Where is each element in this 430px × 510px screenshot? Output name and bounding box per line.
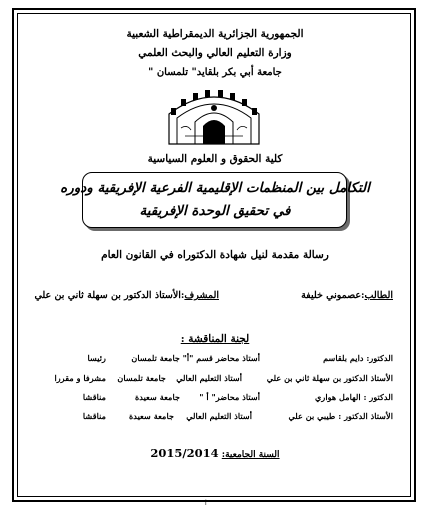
academic-year-label: السنة الجامعية: [221, 450, 280, 460]
ministry-heading: وزارة التعليم العالي والبحث العلمي [138, 47, 292, 59]
member-rank: أستاذ محاضر قسم "أ" [182, 353, 260, 363]
member-name: الأستاذ الدكتور بن سهلة ثاني بن علي [266, 373, 393, 383]
republic-heading: الجمهورية الجزائرية الديمقراطية الشعبية [126, 28, 304, 40]
member-university: جامعة سعيدة [129, 411, 174, 421]
member-university: جامعة تلمسان [131, 353, 180, 363]
academic-year [0, 446, 430, 460]
member-university: جامعة تلمسان [117, 373, 166, 383]
member-name: الأستاذ الدكتور : طيبي بن علي [288, 411, 393, 421]
committee-heading: لجنة المناقشة : [180, 333, 250, 345]
supervisor-label: المشرف [184, 290, 219, 301]
student-info [301, 290, 393, 301]
member-university: جامعة سعيدة [135, 392, 180, 402]
member-role: رئيسا [87, 353, 106, 363]
member-name: الدكتور: دايم بلقاسم [323, 353, 393, 363]
student-name: :عصموني خليفة [301, 290, 365, 301]
member-rank: أستاذ التعليم العالي [176, 373, 242, 383]
member-rank: أستاذ محاضر" أ " [199, 392, 260, 402]
member-rank: أستاذ التعليم العالي [186, 411, 252, 421]
page-number: أ [205, 500, 207, 507]
supervisor-info [34, 290, 219, 301]
thesis-subtitle: رسالة مقدمة لنيل شهادة الدكتوراه في القانون العام [101, 249, 329, 261]
member-role: مناقشا [82, 392, 106, 402]
university-logo-icon [165, 84, 263, 146]
thesis-title-line1: التكامل بين المنظمات الإقليمية الفرعية الإفريقية ودوره [60, 180, 370, 196]
supervisor-name: :الأستاذ الدكتور بن سهلة ثاني بن علي [34, 290, 185, 301]
member-role: مشرفا و مقررا [54, 373, 106, 383]
faculty-heading: كلية الحقوق و العلوم السياسية [147, 153, 283, 165]
member-name: الدكتور : الهامل هواري [314, 392, 393, 402]
university-heading: جامعة أبي بكر بلقايد" تلمسان " [148, 67, 282, 78]
academic-year-value: 2015/2014 [150, 446, 219, 460]
thesis-title-line2: في تحقيق الوحدة الإفريقية [139, 203, 291, 219]
student-label: الطالب [364, 290, 393, 301]
member-role: مناقشا [82, 411, 106, 421]
